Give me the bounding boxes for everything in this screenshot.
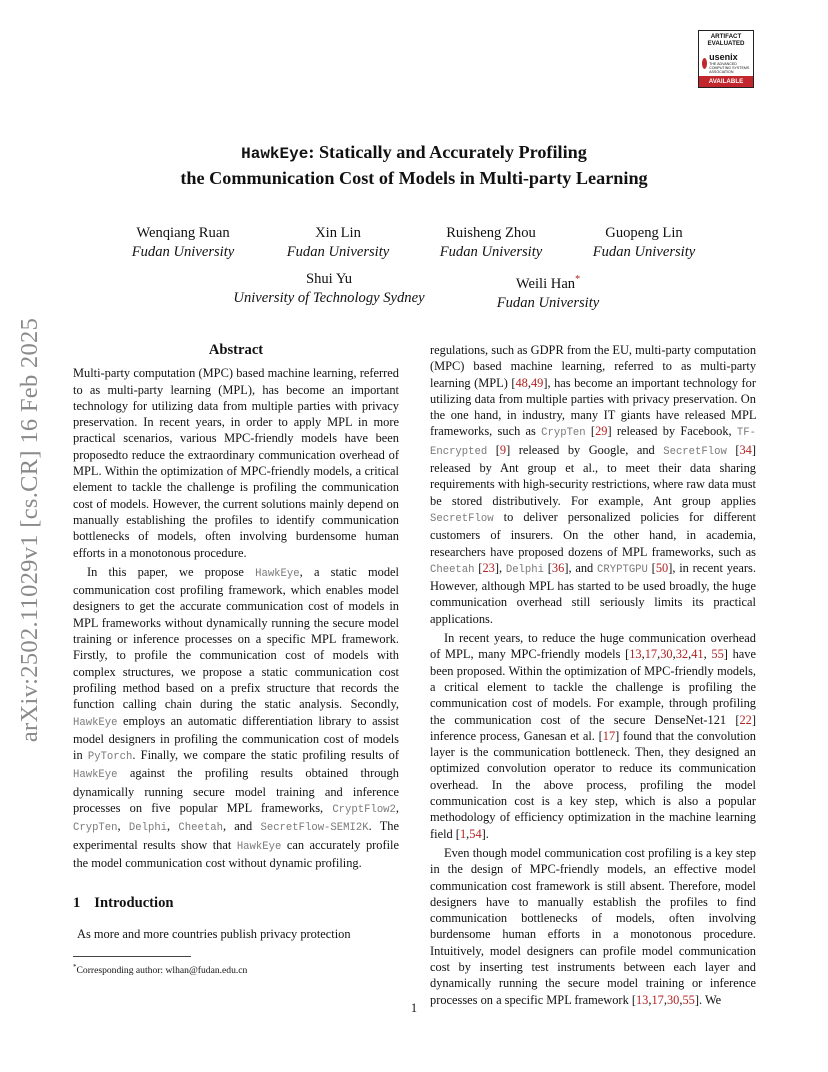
- footnote-text: Corresponding author: wlhan@fudan.edu.cn: [76, 965, 248, 977]
- section-number: 1: [73, 895, 81, 912]
- author-block: [205, 270, 453, 308]
- artifact-evaluated-badge: [698, 30, 754, 88]
- abstract-heading: Abstract: [208, 342, 264, 358]
- author-name: Guopeng Lin: [605, 225, 683, 241]
- author-name: Ruisheng Zhou: [446, 225, 536, 241]
- author-affiliation: Fudan University: [286, 244, 390, 260]
- usenix-logo: [702, 53, 753, 74]
- author-name: Shui Yu: [305, 271, 353, 287]
- citation-link[interactable]: 22: [739, 712, 752, 727]
- citation-link[interactable]: 13: [629, 647, 642, 662]
- citation-link[interactable]: 1: [459, 826, 467, 841]
- citation-link[interactable]: 49: [530, 375, 544, 390]
- author-affiliation: Fudan University: [439, 244, 543, 260]
- badge-status: AVAILABLE: [699, 76, 753, 87]
- left-column: [73, 342, 399, 942]
- arxiv-identifier-stamp: [8, 295, 52, 765]
- page-number: 1: [410, 1001, 418, 1015]
- code-term: PyTorch: [87, 751, 133, 764]
- usenix-logo-subtitle: THE ADVANCED COMPUTING SYSTEMS ASSOCIATION: [709, 62, 750, 74]
- author-block: [571, 224, 717, 262]
- code-term: TF-Encrypted: [430, 427, 756, 458]
- arxiv-identifier-text: arXiv:2502.11029v1 [cs.CR] 16 Feb 2025: [16, 317, 43, 743]
- citation-link[interactable]: 13: [635, 992, 649, 1007]
- abstract-paragraph-1: Multi-party computation (MPC) based machine learning, referred to as multi-party learning (MPL), has become an important technology for utilizing data from multiple parties with privacy preservation. In recent years, in order to apply MPL in more practical scenarios, various MPC-friendly models have been proposedto reduce the extraordinary communication overhead of MPL. Within the optimization of MPC-friendly models, a critical element to tackle the challenge is profiling the communication cost of models. However, the current solutions mainly depend on manually establishing the profiles to identify communication bottlenecks of models, often involving burdensome human efforts in a monotonous procedure.: [73, 366, 399, 560]
- code-term: SecretFlow: [430, 512, 494, 525]
- code-term: Delphi: [505, 563, 544, 576]
- title-line1: : Statically and Accurately Profiling: [308, 142, 587, 162]
- section-title: Introduction: [94, 895, 174, 912]
- author-name: Wenqiang Ruan: [136, 225, 230, 241]
- intro-paragraph-2: In recent years, to reduce the huge communication overhead of MPL, many MPC-friendly models [13,17,30,32,41, 55] have been proposed. Within the optimization of MPC-friendly models, a critical element to tackle the challenge is profiling the communication cost of models. For example, through profiling the communication cost of the secure DenseNet-121 [22] inference process, Ganesan et al. [17] found that the convolution layer is the communication bottleneck. Then, they designed an optimized convolution operator to reduce its communication overhead. In the above process, profiling the model communication cost is a key step, which is also a popular methodology of efficiency optimization in the machine learning field [1,54].: [430, 631, 756, 841]
- author-name: Xin Lin: [315, 225, 361, 241]
- citation-link[interactable]: 41: [691, 647, 704, 662]
- author-affiliation: Fudan University: [131, 244, 235, 260]
- code-term: Cheetah: [430, 563, 475, 576]
- author-block: [110, 224, 256, 262]
- author-affiliation: Fudan University: [592, 244, 696, 260]
- code-term: HawkEye: [255, 567, 300, 580]
- author-affiliation: University of Technology Sydney: [233, 290, 425, 306]
- code-term: HawkEye: [73, 769, 118, 782]
- abstract-paragraph-2: In this paper, we propose HawkEye, a static model communication cost profiling framework, which enables model designers to get the accurate communication cost of models in MPL frameworks without dynamically running the secure model training or inference processes on a specific MPL framework. Firstly, to profile the communication cost of models with complex structures, we propose a static communication cost profiling method based on a prefix structure that records the function calling chain during the static analysis. Secondly, HawkEye employs an automatic differentiation library to assist model designers in profiling the communication cost of models in PyTorch. Finally, we compare the static profiling results of HawkEye against the profiling results obtained through dynamically running secure model training and inference processes on five popular MPL frameworks, CryptFlow2, CrypTen, Delphi, Cheetah, and SecretFlow-SEMI2K. The experimental results show that HawkEye can accurately profile the model communication cost without dynamic profiling.: [73, 564, 399, 870]
- author-block: [470, 270, 626, 313]
- author-block: [418, 224, 564, 262]
- usenix-logo-name: usenix: [709, 52, 738, 62]
- usenix-logo-icon: [702, 58, 707, 69]
- code-term: HawkEye: [73, 716, 118, 729]
- code-term: CrypTen: [73, 822, 118, 835]
- citation-link[interactable]: 36: [551, 560, 565, 575]
- intro-paragraph-3: Even though model communication cost profiling is a key step in the design of MPC-friendly models, an effective model communication cost framework is still absent. Therefore, model designers have to manually establish the profiles to find communication bottlenecks of models, often involving burdensome human efforts in a monotonous procedure. Intuitively, model designers can profile model communication cost by inserting test instruments between each layer and dynamically running the secure model training or inference processes on a specific MPL framework [13,17,30,55]. We: [430, 845, 756, 1007]
- footnote-mark: *: [73, 963, 77, 971]
- citation-link[interactable]: 29: [595, 424, 608, 439]
- citation-link[interactable]: 30: [660, 647, 673, 662]
- citation-link[interactable]: 50: [655, 560, 669, 575]
- intro-paragraph-1-continued: regulations, such as GDPR from the EU, multi-party computation (MPC) based machine learning, referred to as multi-party learning (MPL) [48,49], has become an important technology for utilizing data from multiple parties with privacy preservation. On the one hand, in industry, many IT giants have released MPL frameworks, such as CrypTen [29] released by Facebook, TF-Encrypted [9] released by Google, and SecretFlow [34] released by Ant group et al., to meet their data sharing requirements with high-security restrictions, where raw data must be stored distributively. For example, Ant group applies SecretFlow to deliver personalized policies for different customers of insurers. On the other hand, in academia, researchers have proposed dozens of MPL frameworks, such as Cheetah [23], Delphi [36], and CRYPTGPU [50], in recent years. However, although MPL has started to be used broadly, the huge communication overhead still seriously limits its practical applications.: [430, 343, 757, 626]
- author-block: [265, 224, 411, 262]
- code-term: SecretFlow-SEMI2K: [260, 822, 369, 835]
- intro-paragraph-1: As more and more countries publish privacy protection: [77, 926, 351, 941]
- right-column: [430, 342, 756, 1008]
- footnote-rule: [73, 956, 191, 957]
- author-name: Weili Han: [515, 275, 576, 292]
- badge-heading: [699, 33, 753, 47]
- citation-link[interactable]: 23: [482, 560, 495, 575]
- citation-link[interactable]: 9: [499, 442, 507, 457]
- citation-link[interactable]: 17: [602, 728, 616, 743]
- citation-link[interactable]: 48: [515, 375, 528, 390]
- badge-line2: EVALUATED: [707, 40, 745, 47]
- citation-link[interactable]: 17: [651, 992, 664, 1007]
- citation-link[interactable]: 30: [666, 992, 680, 1007]
- code-term: Cheetah: [178, 822, 223, 835]
- code-term: HawkEye: [236, 840, 282, 853]
- paper-title: [100, 140, 728, 190]
- author-affiliation: Fudan University: [496, 294, 600, 311]
- citation-link[interactable]: 55: [711, 647, 724, 662]
- footnote: [73, 961, 399, 977]
- citation-link[interactable]: 34: [739, 442, 752, 457]
- badge-line1: ARTIFACT: [710, 33, 742, 40]
- title-system-name: HawkEye: [241, 145, 309, 163]
- code-term: Delphi: [128, 822, 168, 835]
- citation-link[interactable]: 17: [644, 647, 658, 662]
- code-term: CRYPTGPU: [597, 563, 648, 576]
- code-term: CryptFlow2: [332, 804, 396, 817]
- code-term: CrypTen: [541, 427, 586, 440]
- citation-link[interactable]: 55: [682, 992, 695, 1007]
- citation-link[interactable]: 54: [469, 826, 482, 841]
- corresponding-author-mark: *: [575, 274, 581, 285]
- citation-link[interactable]: 32: [675, 647, 689, 662]
- section-heading-introduction: [73, 895, 399, 911]
- title-line2: the Communication Cost of Models in Multi-party Learning: [180, 168, 648, 188]
- code-term: SecretFlow: [663, 445, 727, 458]
